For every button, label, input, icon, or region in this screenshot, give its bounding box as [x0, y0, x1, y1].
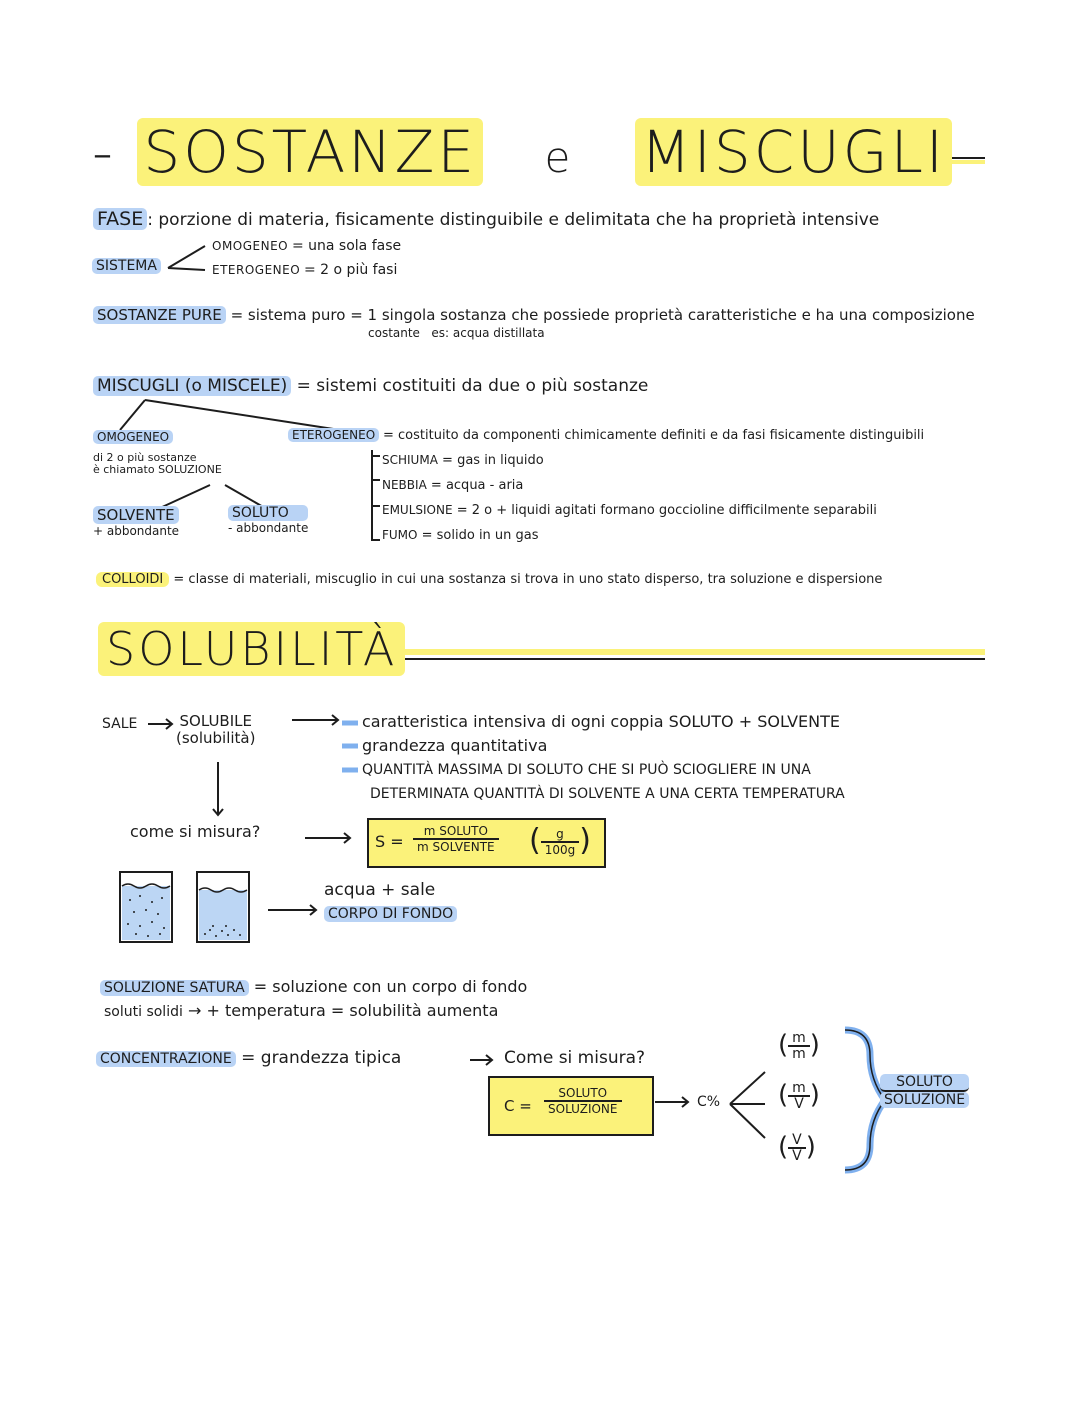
soluto-block: [228, 505, 308, 535]
soluto-sub: - abbondante: [228, 521, 309, 535]
formula-den: m SOLVENTE: [417, 840, 495, 854]
unit-num: g: [541, 827, 580, 843]
page-title-sostanze-miscugli: [92, 118, 952, 186]
fase-text: porzione di materia, fisicamente distinguibile e delimitata che ha proprietà intensive: [158, 210, 880, 230]
concentrazione-label: CONCENTRAZIONE: [96, 1051, 236, 1067]
ratio-num: V: [788, 1133, 806, 1149]
solvente-sub: + abbondante: [93, 524, 180, 538]
fase-separator: :: [147, 210, 153, 230]
colloidi-definition: [96, 572, 882, 587]
title-word-sostanze: SOSTANZE: [137, 118, 483, 186]
sistema-omogeneo: [212, 238, 401, 254]
ratio-vv: ( $\frac{V}{V}$ ): [778, 1131, 816, 1164]
miscugli-definition: [93, 376, 648, 396]
soluzione-satura-text: = soluzione con un corpo di fondo: [253, 977, 528, 996]
beaker-icon-dissolved: [120, 872, 172, 942]
title-word-miscugli: MISCUGLI: [635, 118, 952, 186]
item-name: EMULSIONE: [382, 503, 453, 517]
sostanze-pure-example: es: acqua distillata: [431, 326, 545, 340]
bullet-item: QUANTITÀ MASSIMA DI SOLUTO CHE SI PUÒ SCIOGLIERE IN UNA: [362, 762, 811, 778]
ratio-num: m: [788, 1031, 810, 1047]
sistema-eterogeneo-label: ETEROGENEO: [212, 263, 301, 277]
sistema-omogeneo-label: OMOGENEO: [212, 239, 289, 253]
soluti-solidi: soluti solidi: [104, 1004, 183, 1020]
c-den: SOLUZIONE: [548, 1102, 618, 1116]
solvente-block: [93, 506, 179, 538]
colloidi-label: COLLOIDI: [96, 572, 169, 587]
c-percent: C%: [697, 1094, 721, 1110]
soluzione-satura-label: SOLUZIONE SATURA: [100, 980, 249, 996]
eterogeneo-item: [382, 473, 877, 498]
sostanze-pure-definition: [93, 306, 975, 324]
concentrazione-text: = grandezza tipica: [241, 1048, 402, 1068]
result-num: SOLUTO: [880, 1074, 969, 1092]
ratio-mv: ( $\frac{m}{V}$ ): [778, 1079, 820, 1112]
soluzione-satura-line2: soluti solidi → + temperatura = solubilità aumenta: [104, 1001, 499, 1020]
formula-fraction: [413, 824, 499, 854]
solvente-label: SOLVENTE: [93, 506, 179, 524]
bullet-item: grandezza quantitativa: [362, 736, 548, 755]
beaker-result2: CORPO DI FONDO: [324, 906, 457, 922]
come-si-misura: come si misura?: [130, 822, 261, 841]
concentration-formula-box: [488, 1076, 654, 1136]
sostanze-pure-line2: [368, 326, 545, 340]
solubile-block: [176, 713, 255, 747]
fase-label: FASE: [93, 208, 147, 230]
ratio-den: V: [794, 1095, 804, 1112]
beaker-result1: acqua + sale: [324, 880, 436, 900]
c-fraction: [544, 1086, 622, 1116]
fase-definition: [93, 208, 879, 230]
sistema-label: SISTEMA: [92, 258, 161, 274]
ratio-num: m: [788, 1081, 810, 1097]
sistema-eterogeneo: [212, 262, 397, 278]
title-dash: -: [92, 118, 116, 186]
formula-num: m SOLUTO: [413, 824, 499, 840]
beaker-icon-saturated: [197, 872, 249, 942]
miscugli-omogeneo-label: OMOGENEO: [93, 430, 173, 444]
miscugli-label: MISCUGLI (o MISCELE): [93, 376, 291, 396]
miscugli-text: = sistemi costituiti da due o più sostanze: [296, 376, 649, 396]
c-num: SOLUTO: [544, 1086, 622, 1102]
eterogeneo-item: [382, 448, 877, 473]
title-conjunction: e: [544, 133, 574, 182]
temperatura-text: + temperatura = solubilità aumenta: [206, 1001, 499, 1020]
sostanze-pure-label: SOSTANZE PURE: [93, 306, 226, 324]
solubile-label: SOLUBILE: [179, 712, 252, 730]
concentrazione-come: Come si misura?: [504, 1048, 646, 1068]
bullet-item: DETERMINATA QUANTITÀ DI SOLVENTE A UNA CERTA TEMPERATURA: [370, 786, 845, 802]
unit-paren: ( $\frac{g}{100g}$ ): [529, 823, 591, 858]
item-name: SCHIUMA: [382, 453, 438, 467]
colloidi-text: = classe di materiali, miscuglio in cui una sostanza si trova in uno stato disperso, tra soluzione e dispersione: [173, 572, 883, 587]
result-fraction: [880, 1074, 969, 1108]
item-desc: = acqua - aria: [430, 478, 524, 493]
sistema-eterogeneo-text: = 2 o più fasi: [304, 262, 398, 278]
bullet-item: caratteristica intensiva di ogni coppia SOLUTO + SOLVENTE: [362, 712, 840, 731]
ratio-den: m: [792, 1045, 806, 1062]
solubile-sub: (solubilità): [176, 729, 256, 747]
omogeneo-desc2: è chiamato SOLUZIONE: [93, 463, 222, 476]
solubilita-bullets: [362, 710, 845, 806]
sistema-omogeneo-text: = una sola fase: [291, 238, 402, 254]
page-title-solubilita: SOLUBILITÀ: [98, 622, 405, 676]
item-desc: = solido in un gas: [421, 528, 539, 543]
sostanze-pure-text2: costante: [368, 326, 420, 340]
omogeneo-desc1: di 2 o più sostanze: [93, 451, 197, 464]
item-name: FUMO: [382, 528, 418, 542]
formula-s: S =: [375, 832, 404, 851]
eterogeneo-item: [382, 498, 877, 523]
sale-label: SALE: [102, 716, 138, 732]
eterogeneo-label: ETEROGENEO: [288, 428, 379, 442]
item-desc: = gas in liquido: [442, 453, 544, 468]
item-desc: = 2 o + liquidi agitati formano goccioline difficilmente separabili: [456, 503, 877, 518]
eterogeneo-text: = costituito da componenti chimicamente definiti e da fasi fisicamente distinguibili: [383, 428, 925, 443]
sostanze-pure-text: = sistema puro = 1 singola sostanza che possiede proprietà caratteristiche e ha una composizione: [230, 306, 975, 324]
eterogeneo-item: [382, 523, 877, 548]
miscugli-eterogeneo: [288, 428, 924, 443]
formula-c: C =: [504, 1097, 532, 1115]
solubility-formula-box: [367, 818, 606, 868]
concentrazione: [96, 1048, 401, 1068]
eterogeneo-list: [382, 448, 877, 548]
item-name: NEBBIA: [382, 478, 427, 492]
miscugli-omogeneo-desc: [93, 452, 222, 476]
soluto-label: SOLUTO: [228, 505, 308, 521]
ratio-mm: ( $\frac{m}{m}$ ): [778, 1029, 820, 1062]
unit-den: 100g: [544, 842, 576, 857]
ratio-den: V: [792, 1147, 802, 1164]
result-den: SOLUZIONE: [880, 1092, 969, 1108]
soluzione-satura: [100, 977, 527, 996]
